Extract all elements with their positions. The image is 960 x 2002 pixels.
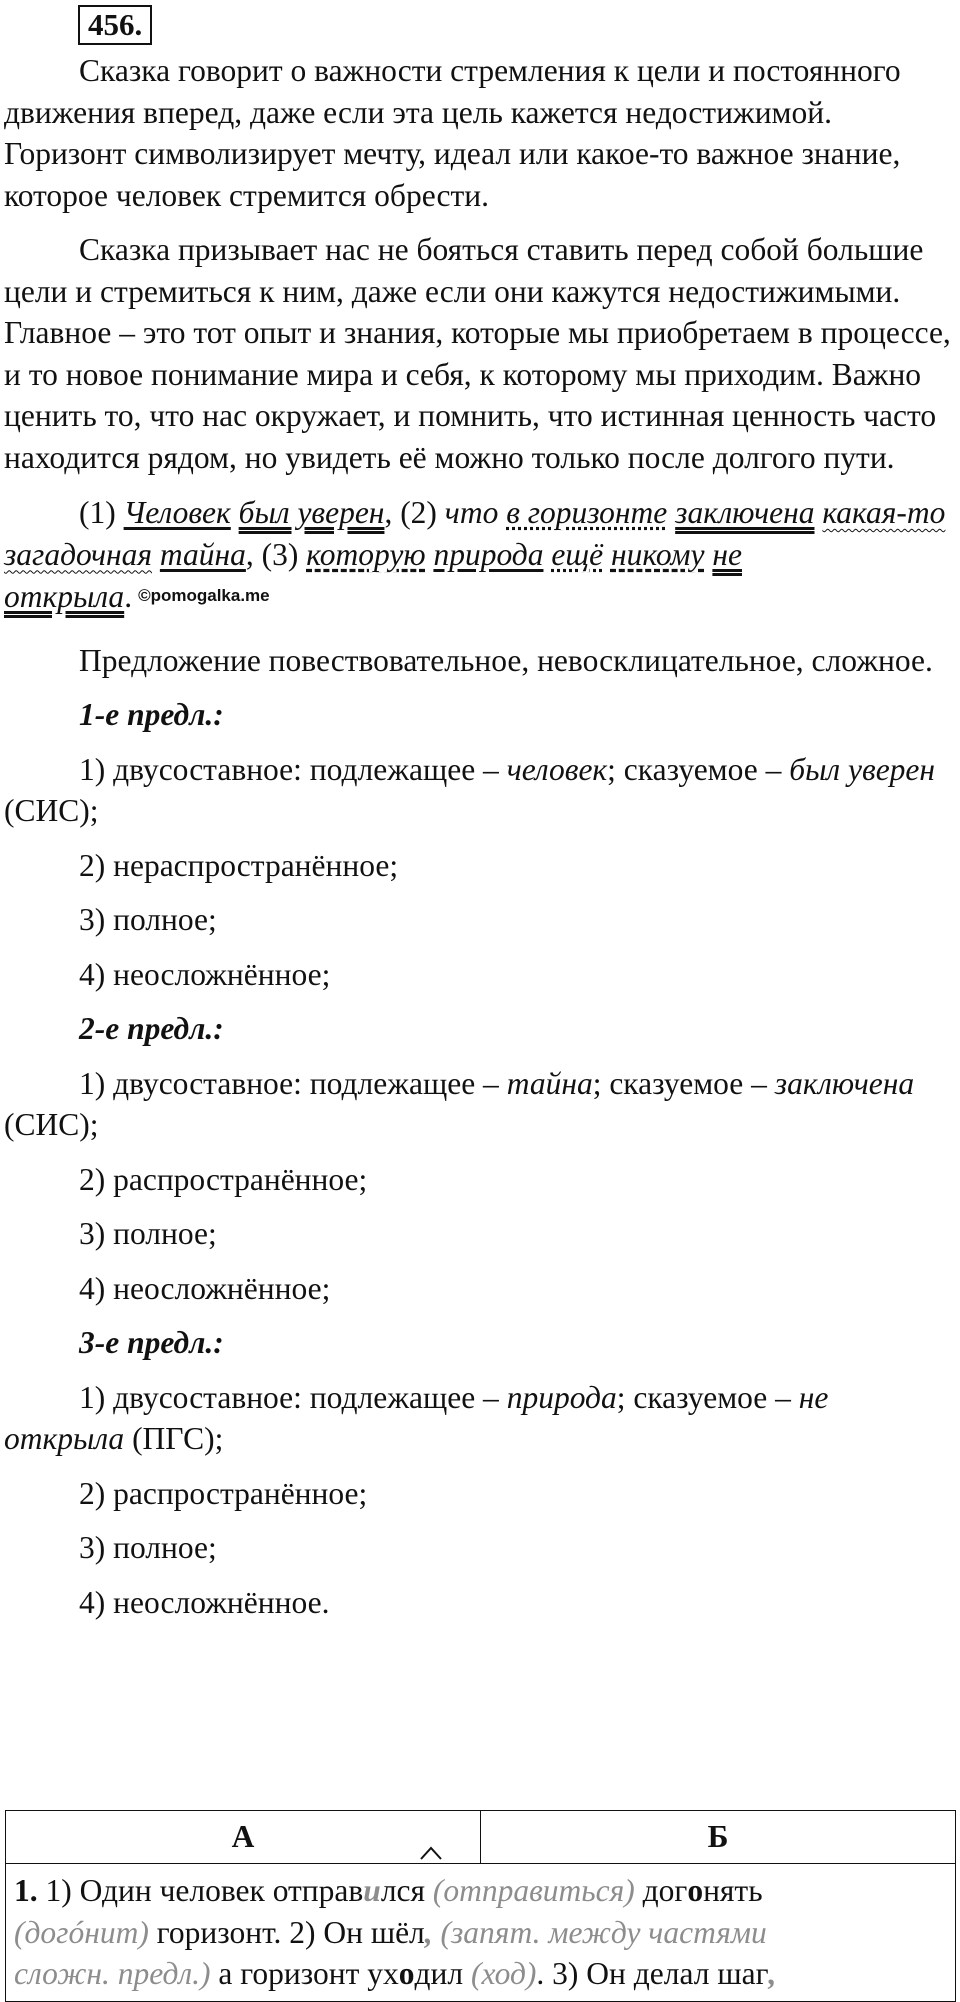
part-3-predicate: не открыла: [4, 536, 742, 614]
row-text-1b: лся: [380, 1873, 433, 1908]
part-3-heading: 3-е предл.:: [79, 1325, 224, 1360]
row-vowel-2: о: [687, 1873, 704, 1908]
part-2-line-1-prefix: 1) двусоставное: подлежащее –: [79, 1065, 507, 1101]
part-2-attribute-2: загадочная: [4, 536, 152, 572]
row-comma-1: ,: [424, 1914, 433, 1950]
part-2-line-2: 2) распространённое;: [79, 1161, 368, 1197]
row-hint-2: (догóнит): [14, 1914, 149, 1950]
table-cell-row-1: [6, 1864, 956, 2002]
part-1-line-1-prefix: 1) двусоставное: подлежащее –: [79, 751, 507, 787]
part-1-line-1: [4, 749, 954, 832]
part-1-predicate: был уверен: [238, 495, 385, 530]
row-hint-3: (запят. между частями: [432, 1914, 767, 1950]
part-1-heading: 1-е предл.:: [79, 697, 224, 732]
table-row: [6, 1864, 956, 2002]
row-hint-1: (отправиться): [432, 1873, 635, 1908]
row-text-3c: . 3) Он делал шаг: [536, 1956, 769, 1991]
row-vowel-1: и: [363, 1873, 381, 1908]
part-3-line-1-subject: природа: [506, 1379, 617, 1415]
row-comma-2: ,: [768, 1956, 777, 1991]
answer-table: [5, 1810, 956, 2002]
part-2-conjunction: что: [444, 495, 499, 530]
part-2-line-3: 3) полное;: [79, 1216, 217, 1251]
part-3-object: которую: [306, 536, 426, 572]
part-2-line-4: 4) неосложнённое;: [79, 1270, 331, 1306]
row-text-2: горизонт. 2) Он шёл: [148, 1914, 425, 1950]
part-3-line-3: 3) полное;: [79, 1530, 217, 1565]
part-2-line-1-mid: ; сказуемое –: [592, 1065, 775, 1101]
part-2-line-1-suffix: (СИС);: [4, 1107, 99, 1142]
comma-2: ,: [245, 536, 254, 572]
row-hint-4: сложн. предл.): [14, 1956, 211, 1991]
part-1-line-2: 2) нераспространённое;: [79, 847, 399, 883]
row-vowel-3: о: [398, 1956, 415, 1991]
part-3-line-1-mid: ; сказуемое –: [616, 1379, 799, 1415]
part-1-line-1-mid: ; сказуемое –: [607, 751, 790, 787]
part-3-line-1-prefix: 1) двусоставное: подлежащее –: [79, 1379, 507, 1415]
comma-1: ,: [384, 495, 393, 530]
part-3-line-1-predicate: не открыла: [4, 1379, 829, 1456]
part-3-subject: природа: [433, 536, 544, 572]
row-number: 1.: [14, 1873, 38, 1908]
part-2-attribute-1: какая-то: [822, 495, 946, 530]
part-3-line-4: 4) неосложнённое.: [79, 1584, 330, 1620]
part-1-subject: Человек: [123, 495, 231, 530]
row-text-3: а горизонт ух: [210, 1956, 399, 1991]
part-3-number: (3): [261, 536, 299, 572]
part-3-object-2: никому: [610, 536, 705, 572]
table-header-row: [6, 1811, 956, 1864]
part-1-line-3: 3) полное;: [79, 902, 217, 937]
sentence-end: .: [124, 579, 133, 614]
part-2-number: (2): [400, 495, 437, 530]
part-2-line-1-subject: тайна: [506, 1065, 593, 1101]
part-2-heading: 2-е предл.:: [79, 1011, 224, 1046]
row-text-3b: дил: [414, 1956, 471, 1991]
task-header: [0, 4, 960, 48]
part-2-line-1: [4, 1063, 954, 1146]
paragraph-1: Сказка говорит о важности стремления к цели и постоянного движения вперед, даже если эта цель кажется недостижимой. Горизонт символизирует мечту, идеал или какое-то важное знание, которое человек стремится обрести.: [4, 53, 901, 213]
paragraph-2: Сказка призывает нас не бояться ставить перед собой большие цели и стремиться к ним, даже если они кажутся недостижимыми. Главное – это тот опыт и знания, которые мы приобретаем в процессе, и то новое понимание мира и себя, к которому мы приходим. Важно ценить то, что нас окружает, и помнить, что истинная ценность часто находится рядом, но увидеть её можно только после долгого пути.: [4, 232, 951, 475]
row-hint-5: (ход): [470, 1956, 537, 1991]
part-1-line-1-subject: человек: [506, 751, 608, 787]
part-2-predicate: заключена: [675, 495, 815, 530]
column-b-header: Б: [481, 1811, 956, 1864]
column-a-header: А: [6, 1811, 481, 1864]
part-1-line-1-suffix: (СИС);: [4, 793, 99, 828]
part-3-line-2: 2) распространённое;: [79, 1475, 368, 1511]
stress-caret-icon: [420, 1846, 442, 1860]
row-text-1d: нять: [703, 1873, 763, 1908]
part-3-adverbial: ещё: [551, 536, 604, 572]
part-3-line-1: [4, 1377, 954, 1460]
part-1-line-1-predicate: был уверен: [789, 751, 936, 787]
part-2-adverbial: в горизонте: [506, 495, 668, 530]
watermark: ©pomogalka.me: [138, 586, 270, 605]
part-2-subject: тайна: [159, 536, 246, 572]
part-2-line-1-predicate: заключена: [774, 1065, 915, 1101]
analysis-intro: Предложение повествовательное, невосклицательное, сложное.: [79, 642, 933, 678]
sentence-parsing: [4, 492, 954, 618]
row-text-1: 1) Один человек отправ: [37, 1873, 364, 1908]
task-number-box: 456.: [78, 5, 152, 45]
part-1-number: (1): [79, 495, 116, 530]
part-3-line-1-suffix: (ПГС);: [124, 1421, 224, 1456]
row-text-1c: дог: [634, 1873, 688, 1908]
part-1-line-4: 4) неосложнённое;: [79, 956, 331, 992]
